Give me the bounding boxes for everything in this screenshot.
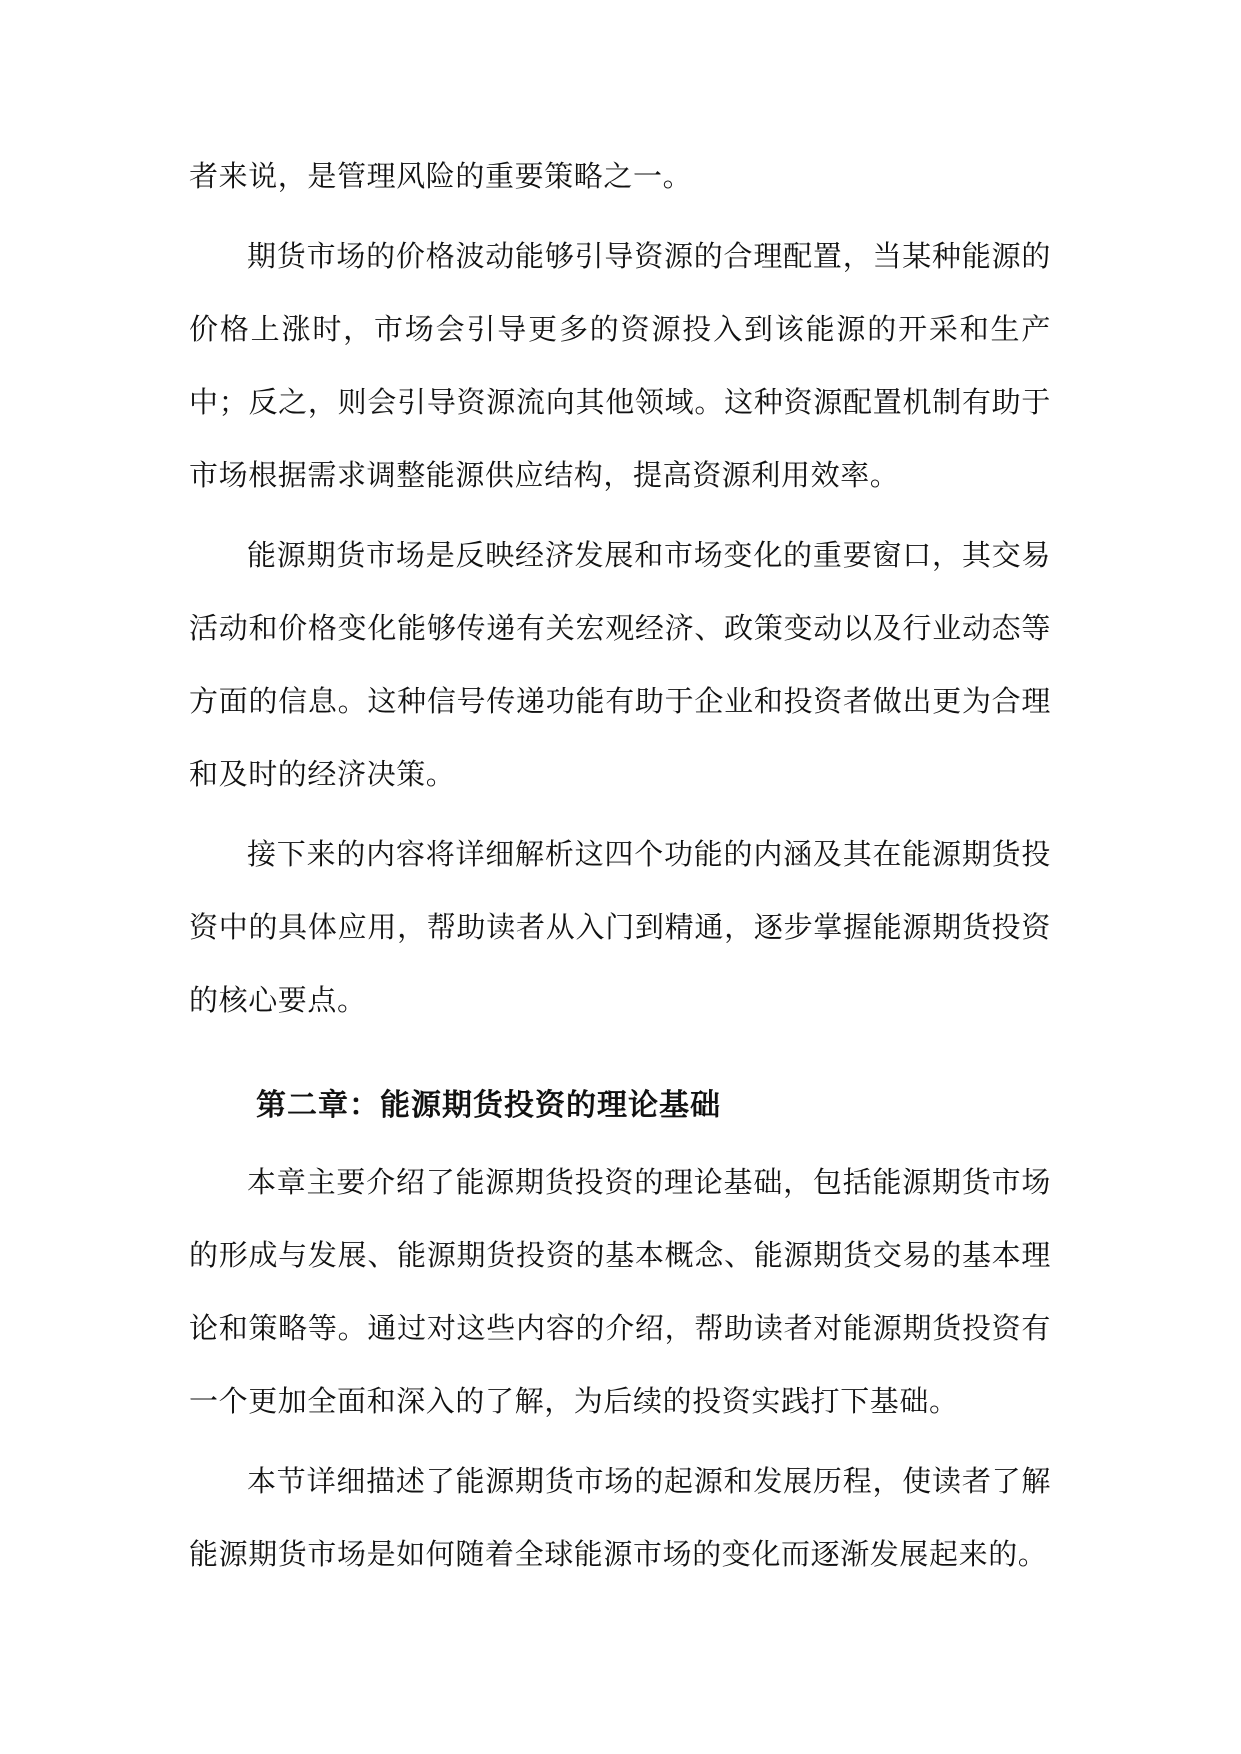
paragraph-section-intro: 本节详细描述了能源期货市场的起源和发展历程，使读者了解能源期货市场是如何随着全球能源市场的变化而逐渐发展起来的。 [189, 1464, 1051, 1571]
page-content [189, 140, 1051, 1591]
paragraph-overview: 接下来的内容将详细解析这四个功能的内涵及其在能源期货投资中的具体应用，帮助读者从入门到精通，逐步掌握能源期货投资的核心要点。 [189, 837, 1051, 1017]
chapter-heading: 第二章：能源期货投资的理论基础 [256, 1088, 721, 1123]
paragraph-resource-allocation: 期货市场的价格波动能够引导资源的合理配置，当某种能源的价格上涨时，市场会引导更多的资源投入到该能源的开采和生产中；反之，则会引导资源流向其他领域。这种资源配置机制有助于市场根据需求调整能源供应结构，提高资源利用效率。 [189, 239, 1051, 492]
paragraph-signal-function: 能源期货市场是反映经济发展和市场变化的重要窗口，其交易活动和价格变化能够传递有关宏观经济、政策变动以及行业动态等方面的信息。这种信号传递功能有助于企业和投资者做出更为合理和及时的经济决策。 [189, 538, 1051, 791]
paragraph-continuation: 者来说，是管理风险的重要策略之一。 [189, 159, 693, 193]
paragraph-chapter-intro: 本章主要介绍了能源期货投资的理论基础，包括能源期货市场的形成与发展、能源期货投资的基本概念、能源期货交易的基本理论和策略等。通过对这些内容的介绍，帮助读者对能源期货投资有一个更加全面和深入的了解，为后续的投资实践打下基础。 [189, 1165, 1051, 1418]
